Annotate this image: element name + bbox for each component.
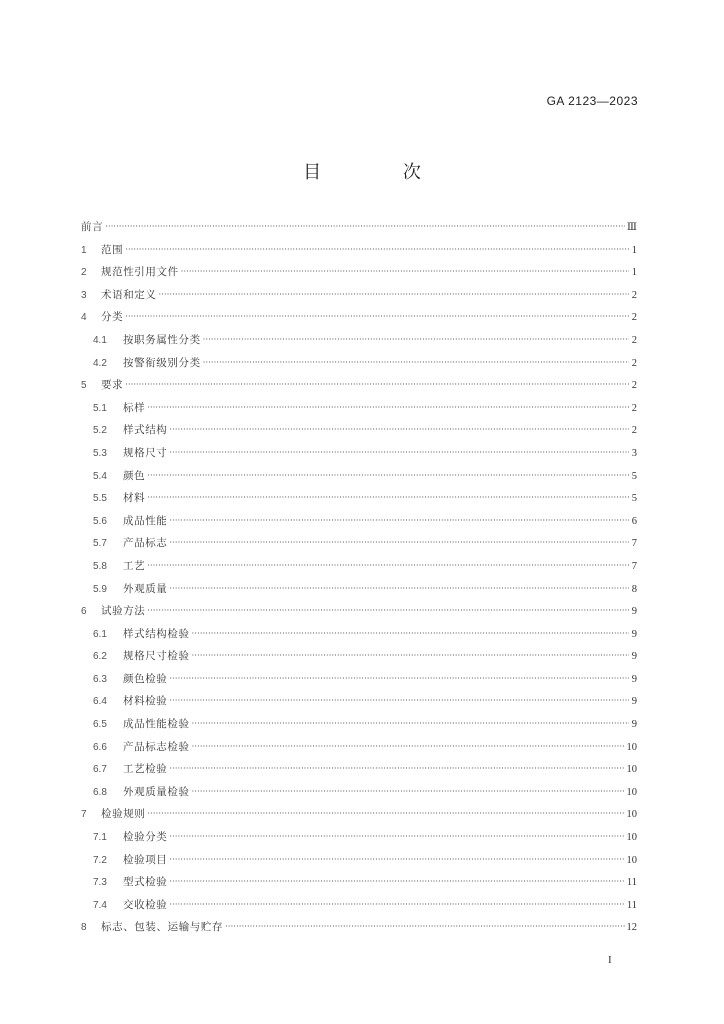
dot-leader (192, 623, 629, 646)
toc-entry-page: 8 (631, 583, 637, 595)
toc-entry[interactable] (81, 239, 637, 262)
toc-entry-label: 颜色 (123, 469, 146, 482)
toc-entry-page: 9 (631, 628, 637, 640)
toc-entry-label: 规格尺寸检验 (123, 650, 190, 663)
toc-entry-label: 交收检验 (123, 898, 168, 911)
toc-entry-number: 5.3 (93, 447, 107, 459)
toc-entry-number: 4.1 (93, 334, 107, 346)
toc-entry-number: 7.3 (93, 877, 107, 889)
toc-entry-number: 6.6 (93, 741, 107, 753)
toc-entry-label: 规格尺寸 (123, 446, 168, 459)
toc-entry-page: 11 (626, 877, 637, 889)
toc-entry-label: 规范性引用文件 (101, 266, 179, 279)
toc-entry-page: 10 (626, 854, 637, 866)
toc-entry[interactable] (81, 916, 637, 939)
toc-entry[interactable] (81, 261, 637, 284)
toc-entry[interactable] (81, 600, 637, 623)
toc-entry-number: 4 (81, 312, 87, 324)
dot-leader (169, 894, 624, 917)
toc-entry-page: 7 (631, 560, 637, 572)
toc-entry-number: 5.6 (93, 515, 107, 527)
dot-leader (192, 713, 629, 736)
toc-entry-label: 工艺检验 (123, 763, 168, 776)
toc-entry[interactable] (81, 758, 637, 781)
toc-entry[interactable] (81, 532, 637, 555)
toc-entry-page: 10 (626, 764, 637, 776)
dot-leader (147, 600, 629, 623)
dot-leader (181, 261, 629, 284)
toc-entry-number: 6.1 (93, 628, 107, 640)
toc-entry-number: 6.7 (93, 764, 107, 776)
standard-code: GA 2123—2023 (546, 94, 638, 108)
toc-entry-page: 10 (626, 741, 637, 753)
toc-entry-label: 前言 (81, 221, 104, 233)
toc-entry[interactable] (81, 419, 637, 442)
toc-entry[interactable] (81, 713, 637, 736)
toc-entry-label: 产品标志 (123, 537, 168, 550)
toc-entry-page: Ⅲ (626, 222, 637, 233)
toc-entry-page: 10 (626, 786, 637, 798)
toc-entry-page: 2 (631, 334, 637, 346)
toc-entry-number: 6 (81, 606, 87, 618)
toc-entry-number: 5.1 (93, 402, 107, 414)
toc-entry-number: 6.8 (93, 786, 107, 798)
dot-leader (147, 465, 629, 488)
toc-entry-label: 检验项目 (123, 853, 168, 866)
dot-leader (147, 555, 629, 578)
toc-entry-page: 9 (631, 696, 637, 708)
toc-entry-label: 样式结构 (123, 424, 168, 437)
toc-entry-number: 5.7 (93, 538, 107, 550)
toc-entry-number: 5.8 (93, 560, 107, 572)
toc-entry-label: 按职务属性分类 (123, 333, 201, 346)
toc-entry-page: 1 (631, 244, 637, 256)
toc-entry-number: 6.5 (93, 719, 107, 731)
dot-leader (169, 690, 629, 713)
dot-leader (203, 352, 629, 375)
toc-entry[interactable] (81, 306, 637, 329)
toc-entry-number: 7 (81, 809, 87, 821)
toc-entry-label: 检验规则 (101, 808, 146, 821)
dot-leader (125, 306, 629, 329)
dot-leader (203, 329, 629, 352)
dot-leader (147, 487, 629, 510)
toc-entry-label: 分类 (101, 311, 124, 324)
toc-entry-number: 6.2 (93, 651, 107, 663)
toc-entry-page: 2 (631, 357, 637, 369)
toc-entry[interactable] (81, 781, 637, 804)
toc-entry-number: 4.2 (93, 357, 107, 369)
toc-entry-label: 外观质量 (123, 582, 168, 595)
toc-entry-page: 9 (631, 651, 637, 663)
toc-title: 目 次 (303, 162, 459, 183)
toc-entry-page: 2 (631, 312, 637, 324)
toc-entry-label: 标志、包装、运输与贮存 (101, 921, 224, 934)
toc-entry-label: 外观质量检验 (123, 785, 190, 798)
toc-entry-label: 型式检验 (123, 876, 168, 889)
toc-entry-page: 12 (626, 922, 637, 934)
toc-entry-number: 5.5 (93, 493, 107, 505)
table-of-contents (81, 216, 637, 939)
toc-entry-label: 术语和定义 (101, 288, 157, 301)
dot-leader (169, 668, 629, 691)
toc-entry-label: 检验分类 (123, 831, 168, 844)
toc-entry-label: 工艺 (123, 559, 146, 572)
toc-entry-label: 材料 (123, 492, 146, 505)
toc-entry[interactable] (81, 510, 637, 533)
toc-entry-number: 1 (81, 244, 87, 256)
toc-entry[interactable] (81, 803, 637, 826)
toc-entry-page: 10 (626, 832, 637, 844)
dot-leader (169, 532, 629, 555)
toc-entry[interactable] (81, 397, 637, 420)
toc-entry-label: 试验方法 (101, 605, 146, 618)
toc-entry-page: 2 (631, 289, 637, 301)
toc-entry-number: 3 (81, 289, 87, 301)
toc-entry-number: 5 (81, 380, 87, 392)
toc-entry-page: 2 (631, 380, 637, 392)
toc-entry-page: 9 (631, 719, 637, 731)
toc-entry-number: 7.1 (93, 832, 107, 844)
toc-entry[interactable] (81, 374, 637, 397)
toc-entry-label: 样式结构检验 (123, 627, 190, 640)
dot-leader (125, 239, 629, 262)
toc-entry[interactable] (81, 894, 637, 917)
dot-leader (169, 826, 624, 849)
dot-leader (192, 736, 625, 759)
toc-entry[interactable] (81, 352, 637, 375)
toc-entry-number: 5.4 (93, 470, 107, 482)
dot-leader (147, 803, 624, 826)
toc-entry-page: 10 (626, 809, 637, 821)
dot-leader (169, 419, 629, 442)
dot-leader (192, 781, 625, 804)
toc-entry-label: 要求 (101, 379, 124, 392)
toc-entry-label: 材料检验 (123, 695, 168, 708)
dot-leader (169, 578, 629, 601)
toc-entry-page: 5 (631, 493, 637, 505)
toc-entry-number: 5.2 (93, 425, 107, 437)
toc-entry-page: 1 (631, 267, 637, 279)
toc-entry-page: 2 (631, 425, 637, 437)
toc-entry[interactable] (81, 578, 637, 601)
toc-entry[interactable] (81, 555, 637, 578)
toc-entry-page: 5 (631, 470, 637, 482)
dot-leader (125, 374, 629, 397)
toc-entry-number: 6.4 (93, 696, 107, 708)
toc-entry[interactable] (81, 329, 637, 352)
toc-entry[interactable] (81, 871, 637, 894)
toc-entry[interactable] (81, 442, 637, 465)
toc-entry-label: 产品标志检验 (123, 740, 190, 753)
toc-entry-page: 3 (631, 447, 637, 459)
toc-entry[interactable] (81, 849, 637, 872)
toc-entry-page: 2 (631, 402, 637, 414)
toc-entry-number: 2 (81, 267, 87, 279)
toc-entry[interactable] (81, 690, 637, 713)
toc-entry[interactable] (81, 668, 637, 691)
toc-entry-label: 成品性能检验 (123, 718, 190, 731)
toc-entry-label: 颜色检验 (123, 672, 168, 685)
toc-entry[interactable] (81, 465, 637, 488)
dot-leader (169, 510, 629, 533)
dot-leader (147, 397, 629, 420)
dot-leader (169, 871, 624, 894)
dot-leader (192, 645, 629, 668)
toc-entry-page: 7 (631, 538, 637, 550)
toc-entry[interactable] (81, 826, 637, 849)
dot-leader (225, 916, 624, 939)
dot-leader (105, 216, 625, 239)
toc-entry-page: 11 (626, 899, 637, 911)
toc-entry[interactable] (81, 284, 637, 307)
toc-entry[interactable] (81, 487, 637, 510)
toc-entry-label: 标样 (123, 401, 146, 414)
toc-entry-number: 5.9 (93, 583, 107, 595)
toc-entry[interactable] (81, 216, 637, 239)
toc-entry-page: 9 (631, 606, 637, 618)
toc-entry[interactable] (81, 736, 637, 759)
toc-entry-page: 6 (631, 515, 637, 527)
page-number: I (608, 954, 612, 966)
dot-leader (169, 442, 629, 465)
toc-entry[interactable] (81, 623, 637, 646)
toc-entry-label: 成品性能 (123, 514, 168, 527)
toc-entry-label: 范围 (101, 243, 124, 256)
toc-entry-number: 7.4 (93, 899, 107, 911)
toc-entry-number: 6.3 (93, 673, 107, 685)
toc-entry-label: 按警衔级别分类 (123, 356, 201, 369)
toc-entry[interactable] (81, 645, 637, 668)
dot-leader (169, 758, 624, 781)
toc-entry-page: 9 (631, 673, 637, 685)
toc-entry-number: 7.2 (93, 854, 107, 866)
dot-leader (169, 849, 624, 872)
toc-entry-number: 8 (81, 922, 87, 934)
dot-leader (159, 284, 630, 307)
